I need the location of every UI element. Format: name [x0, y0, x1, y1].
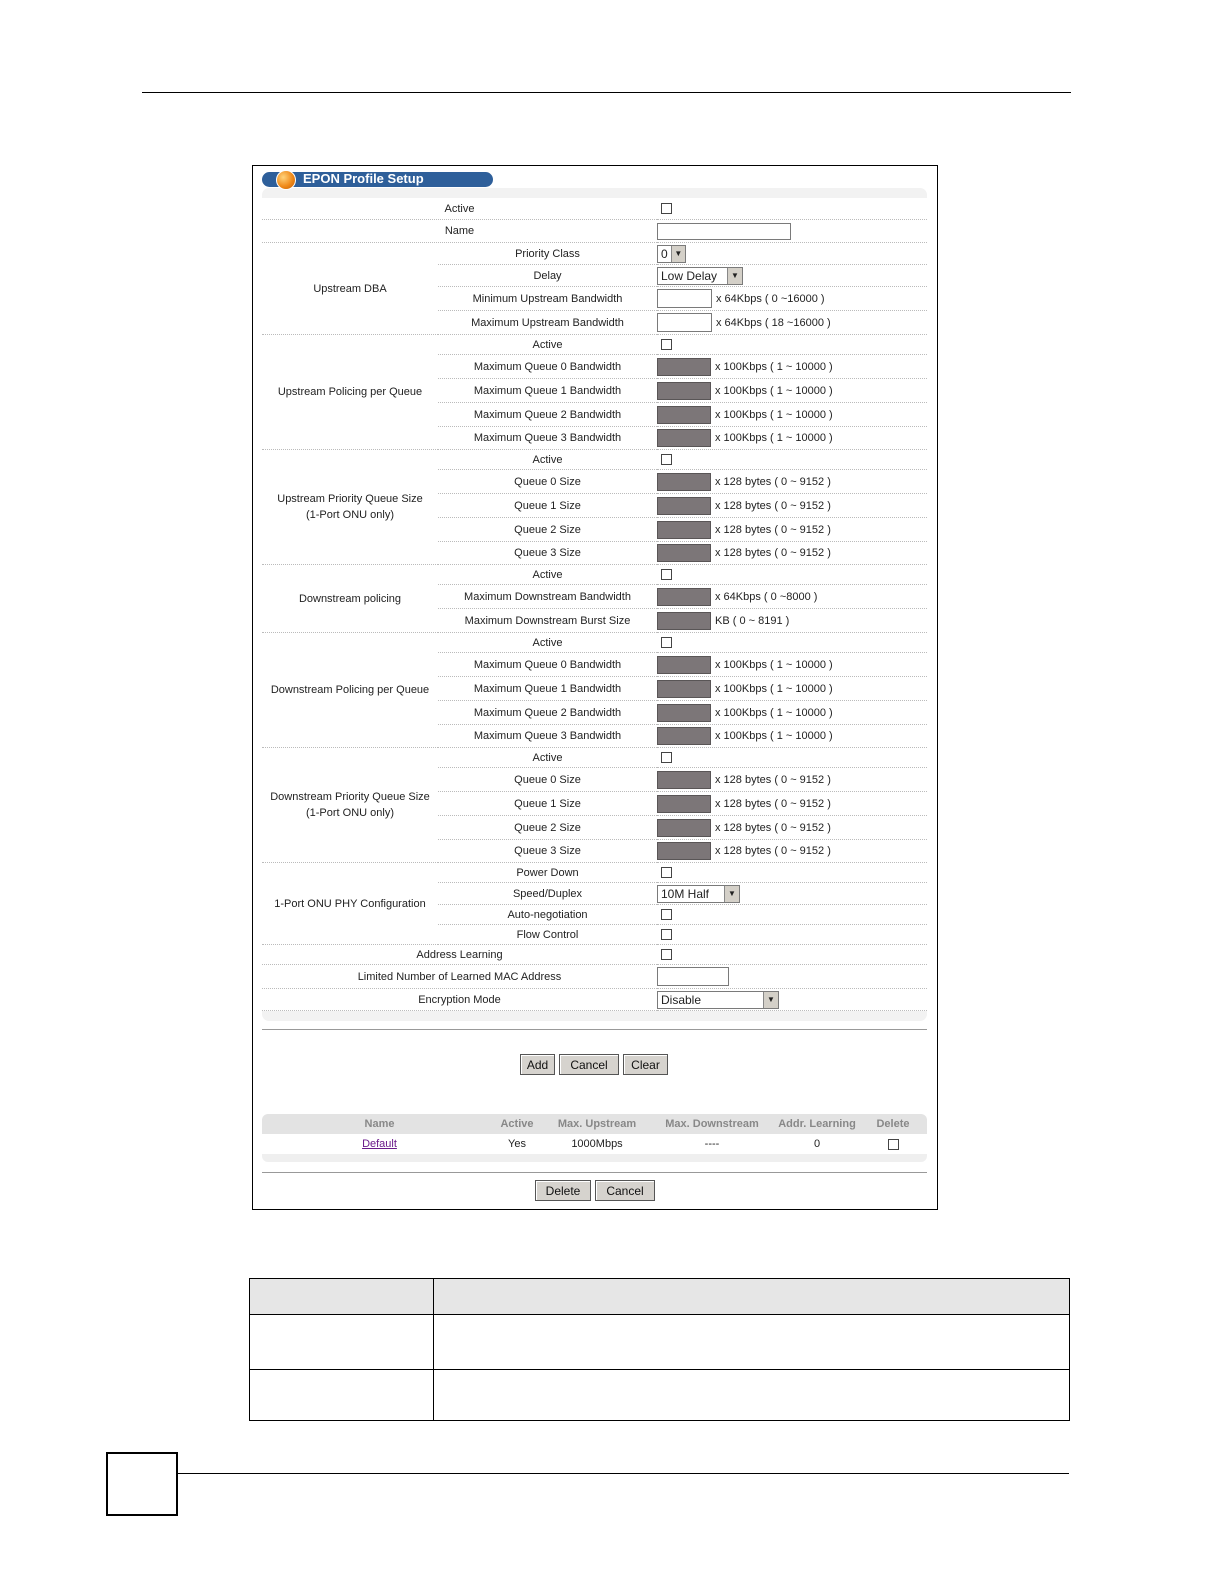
- up-q2-input[interactable]: [657, 406, 711, 424]
- dqs3-unit: x 128 bytes ( 0 ~ 9152 ): [715, 845, 831, 857]
- row-delay: [262, 265, 927, 287]
- row-dqs0: [262, 768, 927, 792]
- row-address-learning: [262, 945, 927, 965]
- row-name: [262, 220, 927, 243]
- clear-button[interactable]: Clear: [623, 1054, 668, 1075]
- up-qs1-label: Queue 1 Size: [438, 494, 657, 518]
- delete-button[interactable]: Delete: [535, 1180, 591, 1201]
- priority-class-label: Priority Class: [438, 243, 657, 265]
- row-up-q1: [262, 379, 927, 403]
- name-input[interactable]: [657, 223, 791, 240]
- up-qs2-unit: x 128 bytes ( 0 ~ 9152 ): [715, 523, 831, 536]
- row-up-qs2: [262, 518, 927, 542]
- col-max-upstream: Max. Upstream: [557, 1118, 637, 1130]
- dqs1-input[interactable]: [657, 795, 711, 813]
- row-dpq1: [262, 677, 927, 701]
- row-flow-control: [262, 925, 927, 945]
- dpq-active-checkbox[interactable]: [661, 637, 672, 648]
- upstream-dba-group: Upstream DBA: [262, 243, 438, 335]
- row-burst-size: [262, 609, 927, 633]
- profile-form: [262, 198, 927, 1011]
- description-table: [249, 1278, 1070, 1421]
- delay-select[interactable]: Low Delay ▼: [657, 267, 743, 285]
- chevron-down-icon: ▼: [763, 992, 778, 1008]
- page-number-box: [106, 1452, 178, 1516]
- col-max-downstream: Max. Downstream: [665, 1118, 759, 1130]
- up-qs3-label: Queue 3 Size: [438, 542, 657, 565]
- row-encryption: [262, 989, 927, 1011]
- min-upstream-unit: x 64Kbps ( 0 ~16000 ): [716, 292, 825, 305]
- dqs2-unit: x 128 bytes ( 0 ~ 9152 ): [715, 821, 831, 834]
- downstream-queue-size-group: Downstream Priority Queue Size (1-Port ONU only): [262, 748, 438, 863]
- encryption-label: Encryption Mode: [262, 989, 657, 1011]
- divider: [262, 1029, 927, 1030]
- row-dqs3: [262, 840, 927, 863]
- row-speed-duplex: [262, 883, 927, 905]
- max-downstream-label: Maximum Downstream Bandwidth: [438, 585, 657, 609]
- title-orb-icon: [276, 170, 296, 190]
- row-up-qs-active: [262, 450, 927, 470]
- dpq3-input[interactable]: [657, 727, 711, 745]
- min-upstream-input[interactable]: [657, 289, 712, 308]
- dpq0-input[interactable]: [657, 656, 711, 674]
- upstream-queue-size-group: Upstream Priority Queue Size (1-Port ONU only): [262, 450, 438, 565]
- row-dqs1: [262, 792, 927, 816]
- dpq0-unit: x 100Kbps ( 1 ~ 10000 ): [715, 658, 833, 671]
- row-max-upstream: [262, 311, 927, 335]
- dqs1-label: Queue 1 Size: [438, 792, 657, 816]
- dpq1-label: Maximum Queue 1 Bandwidth: [438, 677, 657, 701]
- col-delete: Delete: [876, 1118, 910, 1130]
- dqs3-label: Queue 3 Size: [438, 840, 657, 863]
- footer-rule: [178, 1473, 1069, 1474]
- cancel-delete-button[interactable]: Cancel: [595, 1180, 655, 1201]
- name-value: [657, 220, 927, 243]
- up-q0-unit: x 100Kbps ( 1 ~ 10000 ): [715, 360, 833, 373]
- row-min-upstream: [262, 287, 927, 311]
- up-qs2-label: Queue 2 Size: [438, 518, 657, 542]
- up-qs3-unit: x 128 bytes ( 0 ~ 9152 ): [715, 547, 831, 559]
- profile-max-upstream: 1000Mbps: [571, 1138, 623, 1150]
- row-up-qs3: [262, 542, 927, 565]
- row-down-policing-active: [262, 565, 927, 585]
- up-q1-label: Maximum Queue 1 Bandwidth: [438, 379, 657, 403]
- limited-mac-label: Limited Number of Learned MAC Address: [262, 965, 657, 989]
- power-down-label: Power Down: [438, 863, 657, 883]
- power-down-checkbox[interactable]: [661, 867, 672, 878]
- profile-list-header: [262, 1114, 927, 1134]
- auto-negotiation-label: Auto-negotiation: [438, 905, 657, 925]
- limited-mac-input[interactable]: [657, 967, 729, 986]
- downstream-policing-queue-group: Downstream Policing per Queue: [262, 633, 438, 748]
- row-dpq2: [262, 701, 927, 725]
- burst-size-unit: KB ( 0 ~ 8191 ): [715, 614, 790, 627]
- chevron-down-icon: ▼: [671, 246, 685, 262]
- add-button[interactable]: Add: [520, 1054, 555, 1075]
- dpq0-label: Maximum Queue 0 Bandwidth: [438, 653, 657, 677]
- row-dpq-active: [262, 633, 927, 653]
- speed-duplex-select[interactable]: 10M Half ▼: [657, 885, 740, 903]
- profile-delete-checkbox[interactable]: [888, 1139, 899, 1150]
- flow-control-label: Flow Control: [438, 925, 657, 945]
- col-name: Name: [364, 1118, 395, 1130]
- up-qs3-input[interactable]: [657, 544, 711, 562]
- profile-list-footer: [262, 1154, 927, 1162]
- dqs0-unit: x 128 bytes ( 0 ~ 9152 ): [715, 773, 831, 786]
- row-up-q0: [262, 355, 927, 379]
- row-limited-mac: [262, 965, 927, 989]
- up-q3-label: Maximum Queue 3 Bandwidth: [438, 427, 657, 450]
- up-q2-label: Maximum Queue 2 Bandwidth: [438, 403, 657, 427]
- dpq1-input[interactable]: [657, 680, 711, 698]
- description-table-header: [250, 1279, 1069, 1315]
- priority-class-select[interactable]: 0 ▼: [657, 245, 686, 263]
- row-dpq0: [262, 653, 927, 677]
- up-qs-active-checkbox[interactable]: [661, 454, 672, 465]
- max-upstream-label: Maximum Upstream Bandwidth: [438, 311, 657, 335]
- max-downstream-input[interactable]: [657, 588, 711, 606]
- dqs0-label: Queue 0 Size: [438, 768, 657, 792]
- up-qs0-unit: x 128 bytes ( 0 ~ 9152 ): [715, 475, 831, 488]
- chevron-down-icon: ▼: [727, 268, 742, 284]
- col-active: Active: [500, 1118, 534, 1130]
- dpq3-label: Maximum Queue 3 Bandwidth: [438, 725, 657, 748]
- burst-size-label: Maximum Downstream Burst Size: [438, 609, 657, 633]
- burst-size-input[interactable]: [657, 612, 711, 630]
- dpq2-unit: x 100Kbps ( 1 ~ 10000 ): [715, 706, 833, 719]
- active-value: [657, 198, 927, 220]
- description-table-column-divider: [433, 1279, 434, 1420]
- active-label: Active: [262, 198, 657, 220]
- address-learning-checkbox[interactable]: [661, 949, 672, 960]
- table-row: [262, 1134, 927, 1154]
- up-q2-unit: x 100Kbps ( 1 ~ 10000 ): [715, 408, 833, 421]
- up-qs0-input[interactable]: [657, 473, 711, 491]
- dpq3-unit: x 100Kbps ( 1 ~ 10000 ): [715, 730, 833, 742]
- dqs2-input[interactable]: [657, 819, 711, 837]
- max-upstream-unit: x 64Kbps ( 18 ~16000 ): [716, 316, 831, 329]
- profile-addr-learning: 0: [813, 1138, 821, 1150]
- row-priority-class: [262, 243, 927, 265]
- header-rule: [142, 92, 1071, 93]
- address-learning-label: Address Learning: [262, 945, 657, 965]
- phy-config-group: 1-Port ONU PHY Configuration: [262, 863, 438, 945]
- row-up-qs0: [262, 470, 927, 494]
- down-policing-active-label: Active: [438, 565, 657, 585]
- up-qs0-label: Queue 0 Size: [438, 470, 657, 494]
- cancel-button[interactable]: Cancel: [559, 1054, 619, 1075]
- dqs0-input[interactable]: [657, 771, 711, 789]
- row-auto-negotiation: [262, 905, 927, 925]
- row-up-qs1: [262, 494, 927, 518]
- row-max-downstream: [262, 585, 927, 609]
- row-up-policing-active: [262, 335, 927, 355]
- dqs3-input[interactable]: [657, 842, 711, 860]
- upstream-policing-group: Upstream Policing per Queue: [262, 335, 438, 450]
- flow-control-checkbox[interactable]: [661, 929, 672, 940]
- down-policing-active-checkbox[interactable]: [661, 569, 672, 580]
- row-power-down: [262, 863, 927, 883]
- up-q1-unit: x 100Kbps ( 1 ~ 10000 ): [715, 384, 833, 397]
- profile-max-downstream: ----: [704, 1138, 720, 1150]
- chevron-down-icon: ▼: [724, 886, 739, 902]
- dpq2-input[interactable]: [657, 704, 711, 722]
- active-checkbox[interactable]: [661, 203, 672, 214]
- up-q0-label: Maximum Queue 0 Bandwidth: [438, 355, 657, 379]
- dpq2-label: Maximum Queue 2 Bandwidth: [438, 701, 657, 725]
- dpq-active-label: Active: [438, 633, 657, 653]
- dqs2-label: Queue 2 Size: [438, 816, 657, 840]
- up-q0-input[interactable]: [657, 358, 711, 376]
- row-up-q2: [262, 403, 927, 427]
- up-q3-input[interactable]: [657, 429, 711, 447]
- profile-active: Yes: [508, 1138, 526, 1150]
- dqs1-unit: x 128 bytes ( 0 ~ 9152 ): [715, 797, 831, 810]
- description-table-row-divider: [250, 1369, 1069, 1370]
- divider: [262, 1172, 927, 1173]
- up-qs1-unit: x 128 bytes ( 0 ~ 9152 ): [715, 499, 831, 512]
- row-active: [262, 198, 927, 220]
- dqs-active-checkbox[interactable]: [661, 752, 672, 763]
- up-q3-unit: x 100Kbps ( 1 ~ 10000 ): [715, 432, 833, 444]
- profile-name-link[interactable]: Default: [362, 1138, 397, 1150]
- row-up-q3: [262, 427, 927, 450]
- delay-label: Delay: [438, 265, 657, 287]
- min-upstream-label: Minimum Upstream Bandwidth: [438, 287, 657, 311]
- row-dpq3: [262, 725, 927, 748]
- col-addr-learning: Addr. Learning: [778, 1118, 856, 1130]
- encryption-select[interactable]: Disable ▼: [657, 991, 779, 1009]
- up-qs1-input[interactable]: [657, 497, 711, 515]
- up-qs2-input[interactable]: [657, 521, 711, 539]
- up-policing-active-checkbox[interactable]: [661, 339, 672, 350]
- auto-negotiation-checkbox[interactable]: [661, 909, 672, 920]
- up-q1-input[interactable]: [657, 382, 711, 400]
- max-upstream-input[interactable]: [657, 313, 712, 332]
- dpq1-unit: x 100Kbps ( 1 ~ 10000 ): [715, 682, 833, 695]
- dqs-active-label: Active: [438, 748, 657, 768]
- max-downstream-unit: x 64Kbps ( 0 ~8000 ): [715, 590, 818, 603]
- downstream-policing-group: Downstream policing: [262, 565, 438, 633]
- speed-duplex-label: Speed/Duplex: [438, 883, 657, 905]
- up-qs-active-label: Active: [438, 450, 657, 470]
- row-dqs2: [262, 816, 927, 840]
- row-dqs-active: [262, 748, 927, 768]
- up-policing-active-label: Active: [438, 335, 657, 355]
- page-title: EPON Profile Setup: [303, 171, 424, 186]
- name-label: Name: [262, 220, 657, 243]
